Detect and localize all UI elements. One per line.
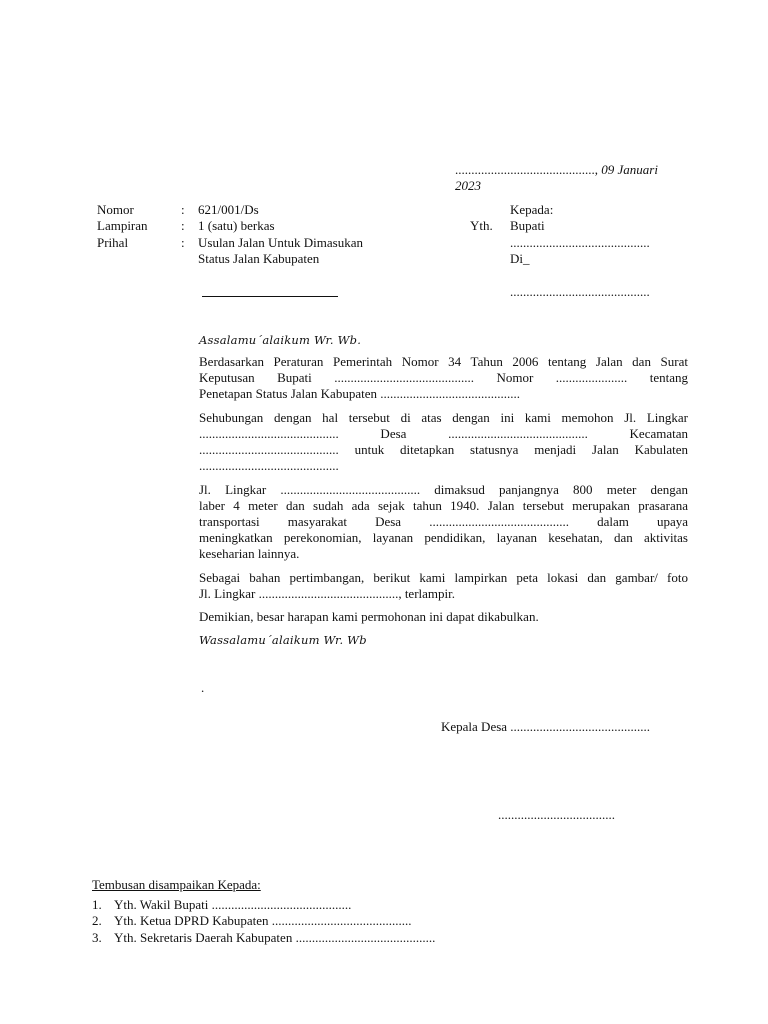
recipient-name: Bupati: [510, 218, 545, 233]
paragraph-line: meningkatkan perekonomian, layanan pendidikan, layanan kesehatan, dan aktivitas: [199, 530, 688, 545]
date-text: 09 Januari: [601, 162, 658, 177]
meta-value: 621/001/Ds: [198, 202, 259, 217]
meta-nomor: [97, 202, 417, 218]
stray-dot: .: [201, 680, 205, 695]
paragraph-line: Penetapan Status Jalan Kabupaten ...........................................: [199, 386, 520, 401]
paragraph-5: [199, 609, 688, 625]
recipient-address-line: ...........................................: [510, 235, 650, 250]
meta-colon: :: [181, 218, 185, 233]
meta-value: Usulan Jalan Untuk Dimasukan: [198, 235, 364, 250]
paragraph-line: Berdasarkan Peraturan Pemerintah Nomor 34 Tahun 2006 tentang Jalan dan Surat: [199, 354, 688, 369]
signature-title: Kepala Desa ...........................................: [441, 719, 651, 734]
paragraph-4: [199, 570, 688, 602]
meta-value: 1 (satu) berkas: [198, 218, 275, 233]
paragraph-3: [199, 482, 688, 562]
tembusan-text: Yth. Sekretaris Daerah Kabupaten ...........................................: [114, 930, 436, 945]
tembusan-item: [92, 913, 412, 929]
tembusan-number: 3.: [92, 930, 102, 945]
paragraph-line: laber 4 meter dan sudah ada sejak tahun 1940. Jalan tersebut merupakan prasarana: [199, 498, 688, 513]
paragraph-line: Sehubungan dengan hal tersebut di atas dengan ini kami memohon Jl. Lingkar: [199, 410, 688, 425]
meta-colon: :: [181, 202, 185, 217]
paragraph-2: [199, 410, 688, 474]
paragraph-1: [199, 354, 688, 402]
date-year: 2023: [455, 178, 481, 193]
letter-date: [455, 162, 688, 194]
paragraph-line: transportasi masyarakat Desa ........................................... dalam upaya: [199, 514, 688, 529]
meta-label: Lampiran: [97, 218, 148, 233]
tembusan-item: [92, 930, 435, 946]
tembusan-title: Tembusan disampaikan Kepada:: [92, 877, 261, 892]
meta-prihal-cont: [97, 251, 417, 267]
paragraph-line: Keputusan Bupati ........................................... Nomor ...................... tentang: [199, 370, 688, 385]
paragraph-line: Jl. Lingkar ..........................................., terlampir.: [199, 586, 456, 601]
paragraph-line: Sebagai bahan pertimbangan, berikut kami lampirkan peta lokasi dan gambar/ foto: [199, 570, 688, 585]
tembusan-number: 2.: [92, 913, 102, 928]
recipient-di: Di_: [510, 251, 530, 266]
paragraph-line: ...........................................: [199, 458, 339, 473]
paragraph-line: ........................................... Desa ........................................... Kecamatan: [199, 426, 688, 441]
paragraph-line: Jl. Lingkar ........................................... dimaksud panjangnya 800 meter dengan: [199, 482, 688, 497]
recipient-kepada: Kepada:: [510, 202, 554, 217]
tembusan-text: Yth. Wakil Bupati ...........................................: [114, 897, 352, 912]
meta-label: Nomor: [97, 202, 134, 217]
recipient-location-line: ...........................................: [510, 284, 650, 299]
meta-lampiran: [97, 218, 417, 234]
tembusan-item: [92, 897, 351, 913]
meta-value: Status Jalan Kabupaten: [198, 251, 320, 266]
paragraph-line: ........................................... untuk ditetapkan statusnya menjadi Jalan Kabulaten: [199, 442, 688, 457]
paragraph-line: Demikian, besar harapan kami permohonan ini dapat dikabulkan.: [199, 609, 539, 624]
tembusan-number: 1.: [92, 897, 102, 912]
meta-label: Prihal: [97, 235, 129, 250]
signature-name-blank: ....................................: [498, 807, 615, 822]
divider-rule: [202, 296, 338, 297]
greeting: Assalamu´alaikum Wr. Wb.: [199, 333, 362, 347]
meta-colon: :: [181, 235, 185, 250]
date-blank: ...........................................,: [455, 162, 598, 177]
closing-greeting: Wassalamu´alaikum Wr. Wb: [199, 633, 367, 647]
paragraph-line: keseharian lainnya.: [199, 546, 300, 561]
meta-prihal: [97, 235, 417, 251]
recipient-yth: Yth.: [470, 218, 493, 233]
tembusan-text: Yth. Ketua DPRD Kabupaten ...........................................: [114, 913, 412, 928]
